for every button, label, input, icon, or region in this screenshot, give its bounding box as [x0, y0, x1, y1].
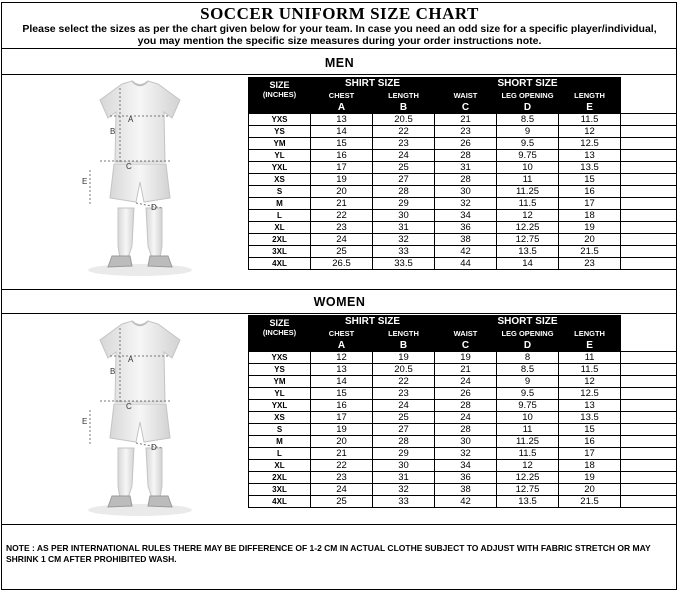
size-label: M	[249, 436, 311, 448]
right-shoe	[148, 496, 172, 507]
size-value: 30	[435, 186, 497, 198]
shirt-size-header: SHIRT SIZE	[311, 316, 435, 328]
size-value: 9.75	[497, 150, 559, 162]
size-value: 23	[559, 258, 621, 270]
empty-cell	[621, 460, 677, 472]
size-value: 9.5	[497, 388, 559, 400]
size-value: 13.5	[559, 412, 621, 424]
size-value: 11.5	[559, 114, 621, 126]
empty-cell	[621, 400, 677, 412]
size-value: 38	[435, 484, 497, 496]
size-value: 12	[497, 210, 559, 222]
empty-cell	[621, 222, 677, 234]
size-value: 23	[373, 388, 435, 400]
size-value: 33	[373, 246, 435, 258]
empty-cell	[621, 246, 677, 258]
empty-cell	[621, 78, 677, 90]
size-value: 30	[373, 460, 435, 472]
empty-cell	[621, 174, 677, 186]
empty-cell	[621, 352, 677, 364]
leg-opening-header: LEG OPENING	[497, 90, 559, 102]
figure-label-c: C	[126, 402, 132, 411]
size-value: 19	[435, 352, 497, 364]
size-value: 11.5	[497, 448, 559, 460]
size-value: 32	[373, 234, 435, 246]
size-value: 34	[435, 460, 497, 472]
size-value: 11	[559, 352, 621, 364]
empty-cell	[621, 448, 677, 460]
floor-shadow	[88, 504, 192, 516]
short-size-header: SHORT SIZE	[435, 78, 621, 90]
size-label: YS	[249, 364, 311, 376]
section-title-men: MEN	[324, 56, 355, 70]
size-header-label: SIZE	[269, 317, 290, 328]
figure-label-d: D	[151, 443, 157, 452]
size-value: 14	[311, 376, 373, 388]
size-header-unit: (INCHES)	[262, 327, 297, 337]
size-header-unit: (INCHES)	[262, 89, 297, 99]
empty-cell	[621, 234, 677, 246]
size-value: 21.5	[559, 496, 621, 508]
empty-cell	[621, 424, 677, 436]
size-value: 27	[373, 174, 435, 186]
size-value: 21	[311, 198, 373, 210]
size-value: 28	[373, 436, 435, 448]
note	[6, 543, 674, 565]
size-header-label: SIZE	[269, 79, 290, 90]
size-label: L	[249, 210, 311, 222]
empty-cell	[621, 472, 677, 484]
table-row	[249, 258, 677, 270]
size-value: 27	[373, 424, 435, 436]
empty-cell	[621, 90, 677, 102]
right-shoe	[148, 256, 172, 267]
table-row	[249, 448, 677, 460]
size-value: 15	[311, 138, 373, 150]
size-value: 42	[435, 496, 497, 508]
table-row	[249, 412, 677, 424]
table-row	[249, 222, 677, 234]
size-value: 25	[373, 162, 435, 174]
size-label: YXS	[249, 114, 311, 126]
measure-letter: B	[373, 102, 435, 114]
empty-cell	[621, 484, 677, 496]
size-value: 24	[435, 412, 497, 424]
size-value: 16	[559, 436, 621, 448]
size-value: 12	[497, 460, 559, 472]
length-header: LENGTH	[373, 90, 435, 102]
measure-letter: C	[435, 102, 497, 114]
size-value: 26	[435, 388, 497, 400]
length-header: LENGTH	[373, 328, 435, 340]
chest-header: CHEST	[311, 328, 373, 340]
blank-header-cell	[249, 102, 311, 114]
size-value: 12.25	[497, 222, 559, 234]
size-label: 4XL	[249, 258, 311, 270]
size-value: 10	[497, 412, 559, 424]
table-row	[249, 246, 677, 258]
table-row	[249, 484, 677, 496]
table-row	[249, 496, 677, 508]
empty-cell	[621, 126, 677, 138]
size-label: 4XL	[249, 496, 311, 508]
size-value: 32	[373, 484, 435, 496]
empty-cell	[621, 328, 677, 340]
shirt-size-header: SHIRT SIZE	[311, 78, 435, 90]
size-value: 10	[497, 162, 559, 174]
table-row	[249, 400, 677, 412]
left-shoe	[108, 496, 132, 507]
note-label: NOTE :	[6, 543, 35, 553]
size-table-men	[248, 77, 677, 270]
size-value: 29	[373, 448, 435, 460]
size-value: 8	[497, 352, 559, 364]
empty-cell	[621, 340, 677, 352]
size-value: 44	[435, 258, 497, 270]
size-value: 15	[559, 424, 621, 436]
empty-cell	[621, 436, 677, 448]
size-value: 18	[559, 460, 621, 472]
empty-cell	[621, 376, 677, 388]
divider	[1, 74, 677, 75]
size-table-women	[248, 315, 677, 508]
empty-cell	[621, 138, 677, 150]
size-value: 32	[435, 198, 497, 210]
divider	[1, 289, 677, 290]
table-row	[249, 126, 677, 138]
size-label: YXL	[249, 400, 311, 412]
empty-cell	[621, 102, 677, 114]
size-value: 8.5	[497, 364, 559, 376]
empty-cell	[621, 316, 677, 328]
size-value: 19	[373, 352, 435, 364]
size-value: 12.75	[497, 234, 559, 246]
size-value: 36	[435, 222, 497, 234]
figure-label-c: C	[126, 162, 132, 171]
table-row	[249, 162, 677, 174]
divider	[1, 313, 677, 314]
size-value: 26.5	[311, 258, 373, 270]
size-label: YM	[249, 376, 311, 388]
size-value: 15	[311, 388, 373, 400]
section-title-women: WOMEN	[313, 295, 366, 309]
size-label: S	[249, 186, 311, 198]
size-value: 9	[497, 126, 559, 138]
left-sock	[118, 448, 134, 498]
size-value: 33	[373, 496, 435, 508]
chest-header: CHEST	[311, 90, 373, 102]
table-row	[249, 388, 677, 400]
figure-label-e: E	[82, 177, 88, 186]
size-value: 23	[373, 138, 435, 150]
shorts-shape	[110, 164, 170, 202]
size-value: 23	[435, 126, 497, 138]
size-label: YXL	[249, 162, 311, 174]
size-value: 28	[373, 186, 435, 198]
size-label: YS	[249, 126, 311, 138]
size-label: 2XL	[249, 234, 311, 246]
shirt-shape	[100, 321, 180, 402]
size-value: 13	[559, 400, 621, 412]
size-label: 3XL	[249, 246, 311, 258]
size-value: 20	[559, 484, 621, 496]
size-value: 21	[311, 448, 373, 460]
size-value: 16	[311, 400, 373, 412]
figure-label-d: D	[151, 203, 157, 212]
table-row	[249, 424, 677, 436]
size-value: 22	[311, 460, 373, 472]
size-label: XL	[249, 460, 311, 472]
size-value: 33.5	[373, 258, 435, 270]
uniform-figure-women	[70, 318, 210, 518]
size-value: 11	[497, 424, 559, 436]
size-value: 17	[559, 198, 621, 210]
size-label: M	[249, 198, 311, 210]
measure-line-d	[136, 443, 162, 448]
table-row	[249, 376, 677, 388]
table-row	[249, 174, 677, 186]
size-value: 18	[559, 210, 621, 222]
size-value: 12	[559, 126, 621, 138]
table-row	[249, 460, 677, 472]
size-value: 28	[435, 150, 497, 162]
table-row	[249, 352, 677, 364]
empty-cell	[621, 210, 677, 222]
measure-letter: B	[373, 340, 435, 352]
size-value: 19	[559, 472, 621, 484]
table-row	[249, 234, 677, 246]
size-value: 34	[435, 210, 497, 222]
size-label: 3XL	[249, 484, 311, 496]
size-value: 24	[373, 150, 435, 162]
size-value: 19	[311, 424, 373, 436]
measure-letter: D	[497, 102, 559, 114]
size-value: 11.25	[497, 186, 559, 198]
table-row	[249, 210, 677, 222]
empty-cell	[621, 388, 677, 400]
size-value: 20	[559, 234, 621, 246]
empty-cell	[621, 364, 677, 376]
leg-opening-header: LEG OPENING	[497, 328, 559, 340]
size-label: 2XL	[249, 472, 311, 484]
size-value: 30	[435, 436, 497, 448]
size-value: 20.5	[373, 364, 435, 376]
left-shoe	[108, 256, 132, 267]
size-value: 13	[559, 150, 621, 162]
size-value: 24	[373, 400, 435, 412]
right-sock	[146, 448, 162, 498]
size-value: 8.5	[497, 114, 559, 126]
size-value: 17	[311, 162, 373, 174]
size-value: 13.5	[497, 246, 559, 258]
size-value: 28	[435, 174, 497, 186]
size-value: 9.5	[497, 138, 559, 150]
measure-letter: A	[311, 102, 373, 114]
size-value: 21	[435, 364, 497, 376]
size-value: 12.5	[559, 138, 621, 150]
size-value: 20	[311, 436, 373, 448]
size-value: 9.75	[497, 400, 559, 412]
figure-label-e: E	[82, 417, 88, 426]
shirt-shape	[100, 81, 180, 162]
size-label: XS	[249, 174, 311, 186]
size-value: 23	[311, 472, 373, 484]
size-value: 31	[373, 222, 435, 234]
figure-label-a: A	[128, 115, 134, 124]
size-value: 12	[559, 376, 621, 388]
size-value: 20	[311, 186, 373, 198]
size-value: 22	[311, 210, 373, 222]
size-value: 17	[559, 448, 621, 460]
size-value: 24	[435, 376, 497, 388]
figure-label-b: B	[110, 127, 116, 136]
size-value: 32	[435, 448, 497, 460]
note-text: AS PER INTERNATIONAL RULES THERE MAY BE DIFFERENCE OF 1-2 CM IN ACTUAL CLOTHE SUBJECT TO ADJUST WITH FABRIC STRETCH OR MAY SHRINK 1 CM AFTER PROHIBITED WASH.	[6, 543, 651, 564]
size-label: L	[249, 448, 311, 460]
shorts-shape	[110, 404, 170, 442]
size-value: 13.5	[559, 162, 621, 174]
measure-letter: D	[497, 340, 559, 352]
size-label: XL	[249, 222, 311, 234]
table-row	[249, 364, 677, 376]
size-value: 14	[311, 126, 373, 138]
size-value: 19	[311, 174, 373, 186]
size-value: 28	[435, 424, 497, 436]
size-value: 16	[311, 150, 373, 162]
size-value: 15	[559, 174, 621, 186]
size-value: 12.5	[559, 388, 621, 400]
table-row	[249, 198, 677, 210]
divider	[1, 48, 677, 49]
size-value: 12.25	[497, 472, 559, 484]
size-value: 12	[311, 352, 373, 364]
size-value: 26	[435, 138, 497, 150]
size-value: 11.5	[497, 198, 559, 210]
size-value: 25	[373, 412, 435, 424]
empty-cell	[621, 496, 677, 508]
short-size-header: SHORT SIZE	[435, 316, 621, 328]
size-header	[249, 316, 311, 340]
short-length-header: LENGTH	[559, 90, 621, 102]
empty-cell	[621, 186, 677, 198]
empty-cell	[621, 162, 677, 174]
size-value: 11.25	[497, 436, 559, 448]
measure-letter: E	[559, 340, 621, 352]
size-value: 28	[435, 400, 497, 412]
measure-letter: C	[435, 340, 497, 352]
table-row	[249, 150, 677, 162]
size-value: 30	[373, 210, 435, 222]
size-label: YM	[249, 138, 311, 150]
short-length-header: LENGTH	[559, 328, 621, 340]
blank-header-cell	[249, 340, 311, 352]
size-value: 23	[311, 222, 373, 234]
size-value: 24	[311, 484, 373, 496]
size-value: 22	[373, 126, 435, 138]
size-value: 31	[435, 162, 497, 174]
size-value: 9	[497, 376, 559, 388]
waist-header: WAIST	[435, 328, 497, 340]
figure-label-b: B	[110, 367, 116, 376]
measure-line-d	[136, 203, 162, 208]
right-sock	[146, 208, 162, 258]
size-header	[249, 78, 311, 102]
size-label: XS	[249, 412, 311, 424]
size-value: 21	[435, 114, 497, 126]
size-value: 22	[373, 376, 435, 388]
size-label: S	[249, 424, 311, 436]
size-value: 13.5	[497, 496, 559, 508]
size-value: 29	[373, 198, 435, 210]
intro-text: Please select the sizes as per the chart given below for your team. In case you need an odd size for a specific player/individual, you may mention the specific size measures during your order instructions note.	[22, 23, 657, 47]
table-row	[249, 472, 677, 484]
measure-letter: E	[559, 102, 621, 114]
size-value: 31	[373, 472, 435, 484]
empty-cell	[621, 412, 677, 424]
size-value: 14	[497, 258, 559, 270]
uniform-figure-men	[70, 78, 210, 278]
size-label: YL	[249, 150, 311, 162]
size-value: 36	[435, 472, 497, 484]
size-value: 12.75	[497, 484, 559, 496]
empty-cell	[621, 114, 677, 126]
divider	[1, 524, 677, 525]
size-value: 25	[311, 496, 373, 508]
size-value: 38	[435, 234, 497, 246]
measure-letter: A	[311, 340, 373, 352]
size-value: 17	[311, 412, 373, 424]
size-value: 13	[311, 114, 373, 126]
empty-cell	[621, 258, 677, 270]
empty-cell	[621, 150, 677, 162]
left-sock	[118, 208, 134, 258]
size-value: 25	[311, 246, 373, 258]
figure-label-a: A	[128, 355, 134, 364]
floor-shadow	[88, 264, 192, 276]
size-value: 13	[311, 364, 373, 376]
size-value: 21.5	[559, 246, 621, 258]
size-value: 42	[435, 246, 497, 258]
page-title: SOCCER UNIFORM SIZE CHART	[200, 4, 479, 23]
size-value: 11.5	[559, 364, 621, 376]
size-label: YXS	[249, 352, 311, 364]
size-label: YL	[249, 388, 311, 400]
size-value: 20.5	[373, 114, 435, 126]
table-row	[249, 114, 677, 126]
size-value: 24	[311, 234, 373, 246]
table-row	[249, 436, 677, 448]
empty-cell	[621, 198, 677, 210]
size-value: 16	[559, 186, 621, 198]
waist-header: WAIST	[435, 90, 497, 102]
size-value: 11	[497, 174, 559, 186]
table-row	[249, 138, 677, 150]
size-value: 19	[559, 222, 621, 234]
table-row	[249, 186, 677, 198]
